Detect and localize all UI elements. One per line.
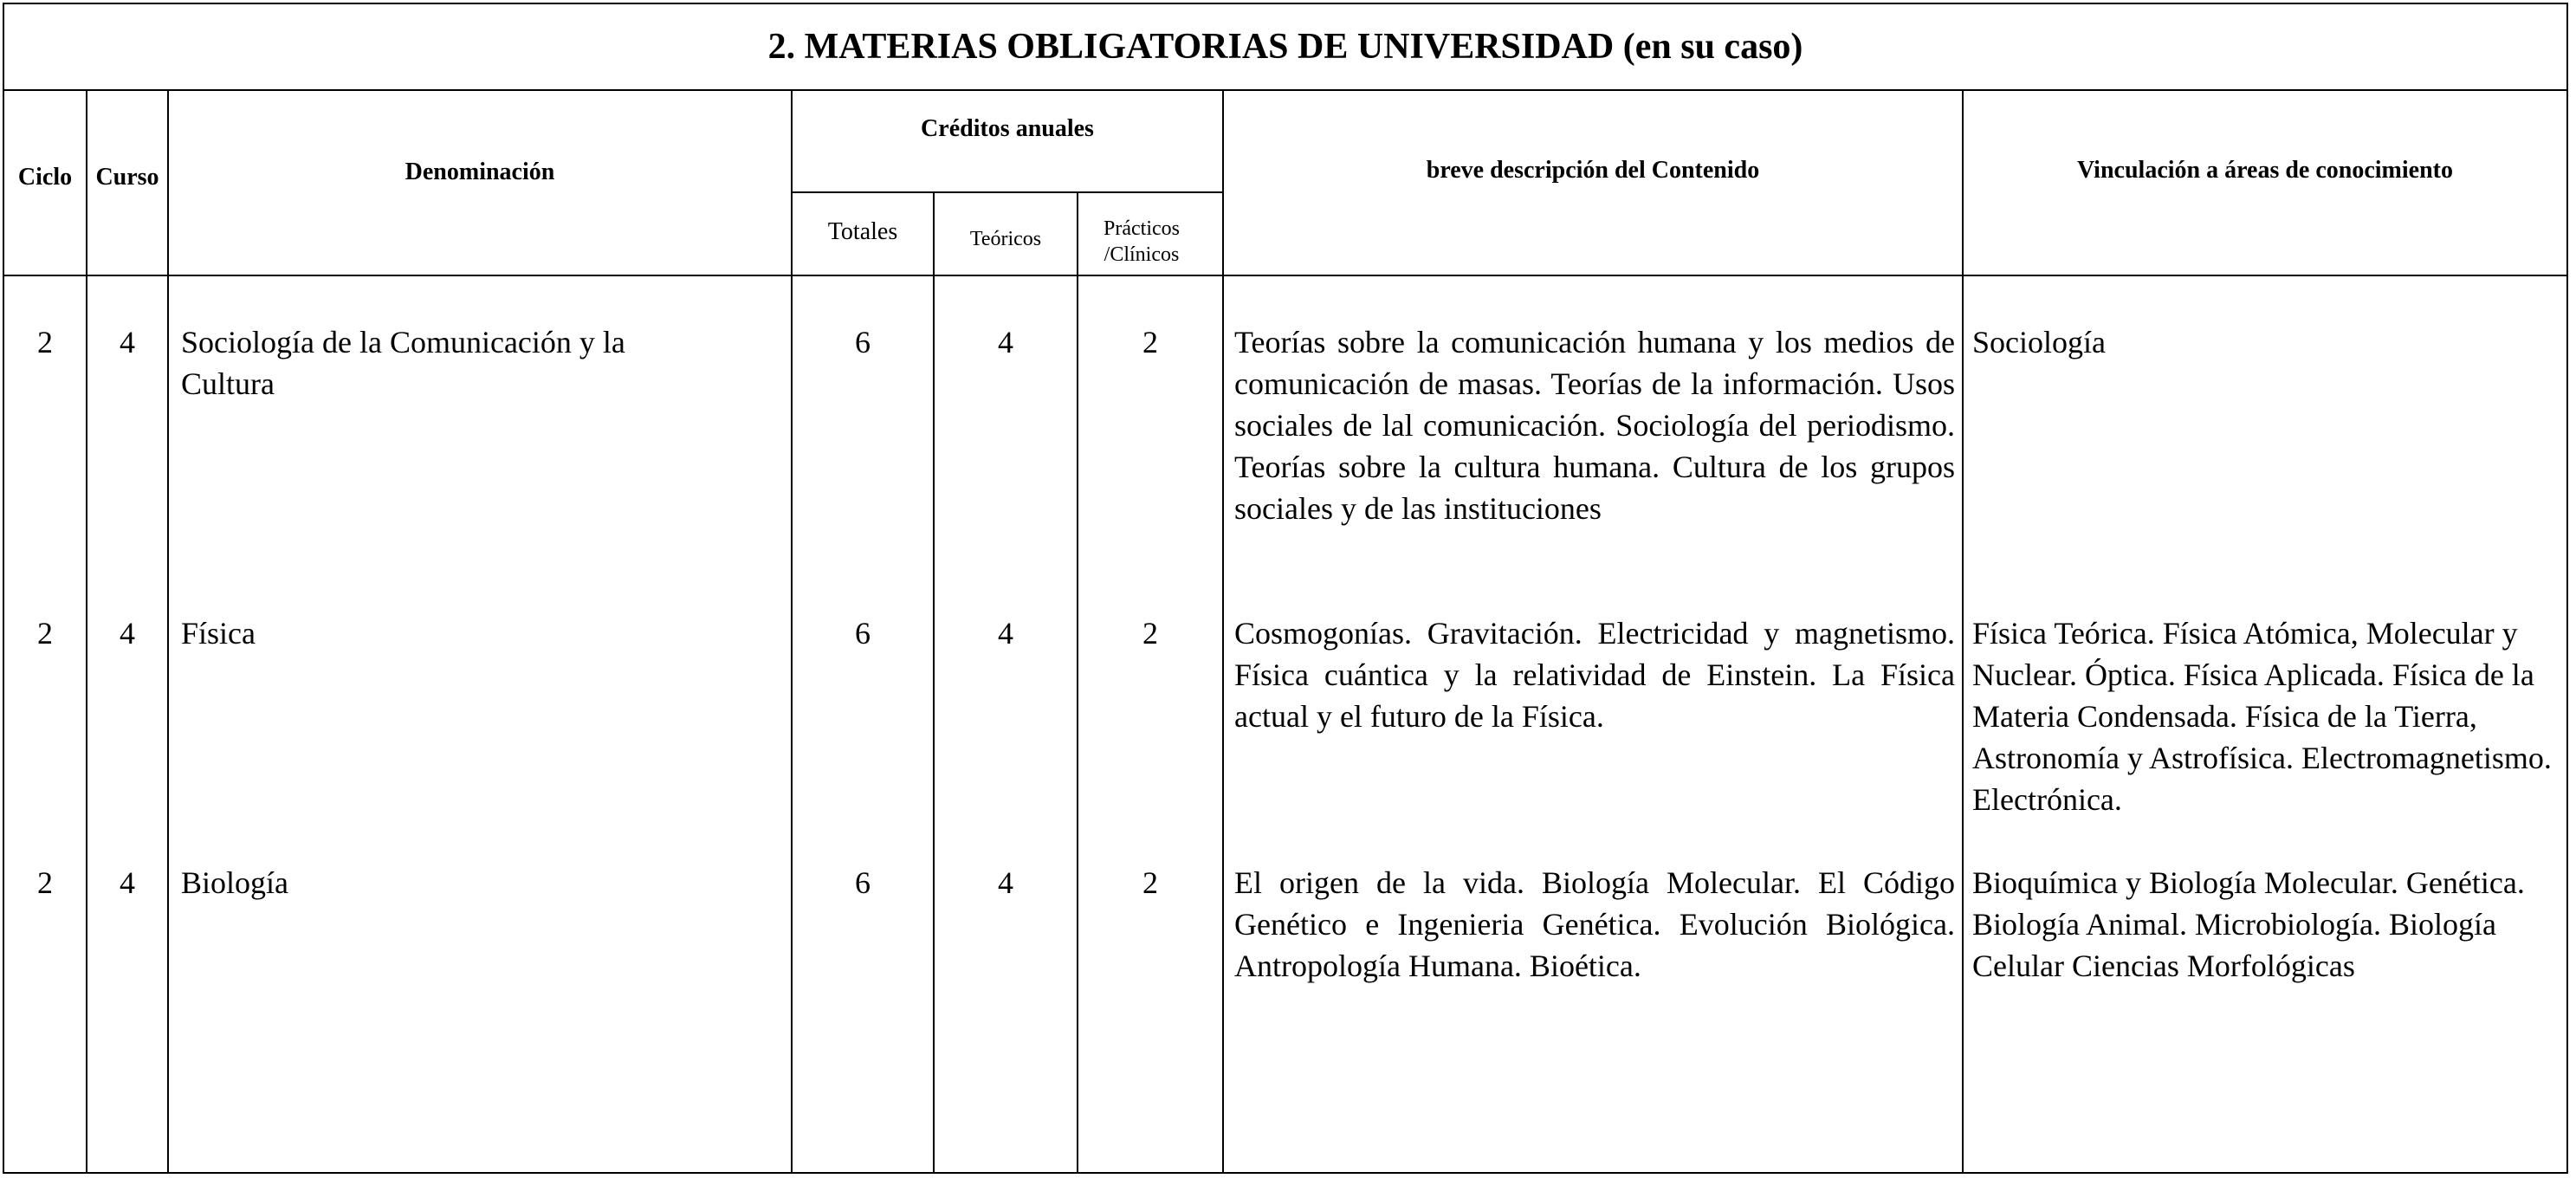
row1-teoricos: 4 <box>998 325 1013 359</box>
row3-ciclo: 2 <box>37 865 53 900</box>
header-teoricos: Teóricos <box>969 228 1042 250</box>
header-practicos: Prácticos /Clínicos <box>1104 217 1180 266</box>
header-vinculacion: Vinculación a áreas de conocimiento <box>2077 157 2453 184</box>
header-divider <box>4 275 2566 276</box>
col-divider-curso <box>167 89 169 1172</box>
row1-vinculacion: Sociología <box>1972 325 2106 359</box>
row3-vinculacion: Bioquímica y Biología Molecular. Genética. Biología Animal. Microbiología. Biología Celular Ciencias Morfológicas <box>1972 865 2525 983</box>
row1-practicos: 2 <box>1142 325 1158 359</box>
row3-totales: 6 <box>855 865 871 900</box>
row3-descripcion: El origen de la vida. Biología Molecular. El Código Genético e Ingenieria Genética. Evolución Biológica. Antropología Humana. Bioética. <box>1234 865 1955 983</box>
row2-ciclo: 2 <box>37 616 53 651</box>
row1-curso: 4 <box>120 325 135 359</box>
table-frame <box>3 3 2568 1174</box>
row3-teoricos: 4 <box>998 865 1013 900</box>
header-ciclo: Ciclo <box>17 164 73 191</box>
title-divider <box>4 89 2566 91</box>
row2-curso: 4 <box>120 616 135 651</box>
row1-denominacion: Sociología de la Comunicación y la Cultura <box>181 325 625 401</box>
col-divider-descripcion <box>1962 89 1964 1172</box>
row1-ciclo: 2 <box>37 325 53 359</box>
row2-denominacion: Física <box>181 616 256 651</box>
header-creditos-anuales: Créditos anuales <box>921 115 1094 142</box>
row2-totales: 6 <box>855 616 871 651</box>
row2-teoricos: 4 <box>998 616 1013 651</box>
row3-practicos: 2 <box>1142 865 1158 900</box>
row1-totales: 6 <box>855 325 871 359</box>
row3-denominacion: Biología <box>181 865 288 900</box>
header-denominacion: Denominación <box>405 159 555 185</box>
row1-descripcion: Teorías sobre la comunicación humana y los medios de comunicación de masas. Teorías de la información. Usos sociales de lal comunicación. Sociología del periodismo. Teorías sobre la cultura humana. Cultura de los grupos sociales y de las instituciones <box>1234 325 1955 526</box>
page-title: 2. MATERIAS OBLIGATORIAS DE UNIVERSIDAD (en su caso) <box>767 27 1803 67</box>
row2-vinculacion: Física Teórica. Física Atómica, Molecular y Nuclear. Óptica. Física Aplicada. Física de la Materia Condensada. Física de la Tierra, Astronomía y Astrofísica. Electromagnetismo. Electrónica. <box>1972 616 2552 817</box>
col-divider-practicos <box>1222 89 1224 1172</box>
row3-curso: 4 <box>120 865 135 900</box>
header-curso: Curso <box>95 164 159 191</box>
creditos-divider <box>791 191 1224 193</box>
header-descripcion: breve descripción del Contenido <box>1426 157 1760 184</box>
row2-descripcion: Cosmogonías. Gravitación. Electricidad y magnetismo. Física cuántica y la relatividad de Einstein. La Física actual y el futuro de la Física. <box>1234 616 1955 734</box>
row2-practicos: 2 <box>1142 616 1158 651</box>
header-totales: Totales <box>827 218 898 245</box>
